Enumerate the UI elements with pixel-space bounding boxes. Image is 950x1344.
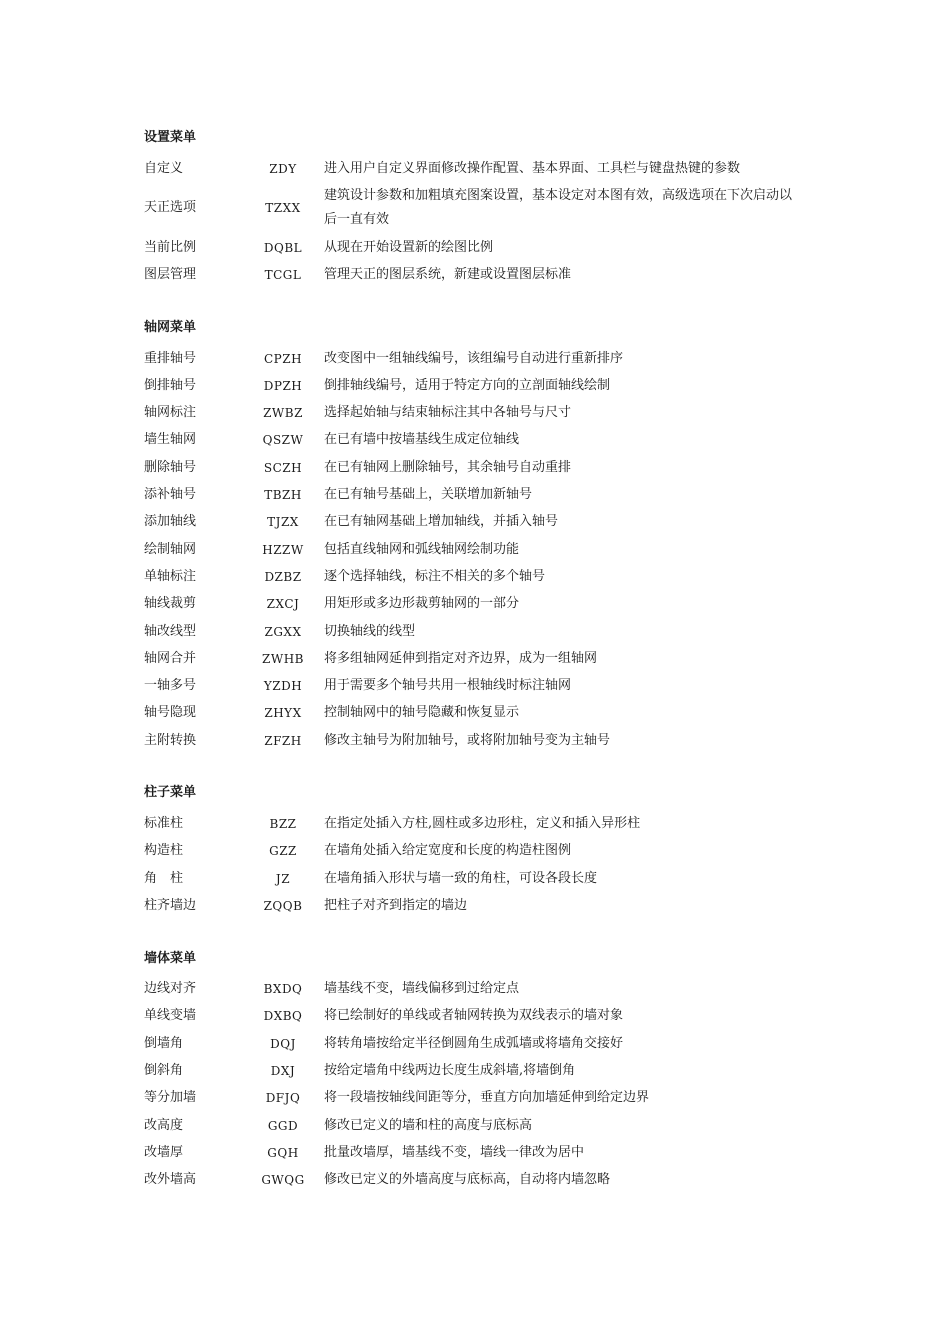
command-shortcut: DXBQ: [263, 1009, 303, 1024]
command-row: [144, 1057, 824, 1084]
command-description: 墙基线不变，墙线偏移到过给定点: [324, 981, 520, 997]
command-row: [144, 427, 824, 454]
command-shortcut: BZZ: [269, 816, 297, 831]
command-description: 建筑设计参数和加粗填充图案设置，基本设定对本图有效，高级选项在下次启动以后一直有效: [324, 188, 793, 228]
command-name: 轴号隐现: [144, 705, 197, 721]
command-name: 图层管理: [144, 267, 197, 283]
command-description: 将转角墙按给定半径倒圆角生成弧墙或将墙角交接好: [324, 1035, 624, 1051]
command-row: [144, 345, 824, 372]
command-name: 构造柱: [144, 843, 184, 859]
command-name: 倒斜角: [144, 1063, 184, 1079]
wall-menu-section: [144, 948, 824, 1194]
command-reference-document: [144, 127, 824, 1222]
command-shortcut: ZQQB: [263, 898, 303, 913]
command-description: 在墙角插入形状与墙一致的角柱，可设各段长度: [324, 870, 598, 886]
settings-menu-section: [144, 127, 824, 289]
command-description: 倒排轴线编号，适用于特定方向的立剖面轴线绘制: [324, 377, 611, 393]
command-shortcut: GZZ: [269, 844, 297, 859]
command-name: 单线变墙: [144, 1008, 197, 1024]
section-title: 柱子菜单: [144, 785, 197, 801]
command-description: 修改已定义的外墙高度与底标高，自动将内墙忽略: [324, 1172, 611, 1188]
command-shortcut: TZXX: [265, 201, 301, 216]
command-description: 切换轴线的线型: [324, 623, 416, 639]
command-shortcut: GWQG: [261, 1173, 305, 1188]
command-description: 将一段墙按轴线间距等分，垂直方向加墙延伸到给定边界: [324, 1090, 650, 1106]
command-name: 角 柱: [144, 870, 184, 886]
command-description: 控制轴网中的轴号隐藏和恢复显示: [324, 705, 520, 721]
command-shortcut: DQBL: [263, 240, 303, 255]
command-shortcut: JZ: [275, 871, 291, 886]
command-name: 删除轴号: [144, 459, 197, 475]
command-description: 在已有轴网上删除轴号，其余轴号自动重排: [324, 459, 572, 475]
command-name: 主附转换: [144, 732, 197, 748]
command-description: 将已绘制好的单线或者轴网转换为双线表示的墙对象: [324, 1008, 624, 1024]
command-row: [144, 1139, 824, 1166]
command-row: [144, 976, 824, 1003]
command-description: 包括直线轴网和弧线轴网绘制功能: [324, 541, 520, 557]
section-title: 墙体菜单: [144, 950, 197, 966]
command-name: 倒墙角: [144, 1035, 184, 1051]
command-name: 轴网合并: [144, 650, 197, 666]
command-row: [144, 509, 824, 536]
command-shortcut: ZWBZ: [263, 406, 303, 421]
command-shortcut: HZZW: [262, 542, 304, 557]
command-shortcut: GGD: [267, 1118, 299, 1133]
command-shortcut: ZWHB: [262, 651, 304, 666]
command-description: 在已有轴号基础上，关联增加新轴号: [324, 487, 533, 503]
command-row: [144, 372, 824, 399]
command-row: [144, 155, 824, 182]
command-row: [144, 838, 824, 865]
column-menu-section: [144, 782, 824, 919]
command-description: 选择起始轴与结束轴标注其中各轴号与尺寸: [324, 405, 572, 421]
command-description: 把柱子对齐到指定的墙边: [324, 897, 468, 913]
command-name: 绘制轴网: [144, 541, 197, 557]
command-row: [144, 727, 824, 754]
command-row: [144, 1030, 824, 1057]
command-row: [144, 618, 824, 645]
command-name: 当前比例: [144, 239, 197, 255]
command-row: [144, 563, 824, 590]
command-row: [144, 1003, 824, 1030]
command-name: 边线对齐: [144, 981, 197, 997]
command-row: [144, 481, 824, 508]
command-row: [144, 892, 824, 919]
command-name: 墙生轴网: [144, 432, 197, 448]
command-description: 修改主轴号为附加轴号，或将附加轴号变为主轴号: [324, 732, 611, 748]
command-description: 管理天正的图层系统，新建或设置图层标准: [324, 267, 572, 283]
command-row: [144, 536, 824, 563]
command-name: 柱齐墙边: [144, 897, 197, 913]
command-description: 将多组轴网延伸到指定对齐边界，成为一组轴网: [324, 650, 598, 666]
command-row: [144, 672, 824, 699]
command-shortcut: YZDH: [263, 679, 303, 694]
command-name: 轴改线型: [144, 623, 197, 639]
command-row: [144, 182, 824, 234]
command-name: 重排轴号: [144, 350, 197, 366]
command-description: 在已有墙中按墙基线生成定位轴线: [324, 432, 520, 448]
command-description: 按给定墙角中线两边长度生成斜墙,将墙倒角: [324, 1063, 576, 1079]
command-name: 一轴多号: [144, 678, 197, 694]
command-shortcut: DQJ: [270, 1036, 296, 1051]
command-shortcut: ZFZH: [264, 733, 302, 748]
command-row: [144, 1112, 824, 1139]
command-row: [144, 1167, 824, 1194]
section-title: 设置菜单: [144, 130, 197, 145]
command-shortcut: DXJ: [270, 1064, 296, 1079]
command-description: 进入用户自定义界面修改操作配置、基本界面、工具栏与键盘热键的参数: [324, 160, 741, 176]
command-row: [144, 1085, 824, 1112]
command-shortcut: DFJQ: [265, 1091, 301, 1106]
command-description: 批量改墙厚，墙基线不变，墙线一律改为居中: [324, 1144, 585, 1160]
command-shortcut: QSZW: [262, 433, 304, 448]
command-shortcut: BXDQ: [263, 982, 303, 997]
command-row: [144, 454, 824, 481]
command-name: 轴网标注: [144, 405, 197, 421]
command-name: 改外墙高: [144, 1172, 197, 1188]
command-shortcut: CPZH: [263, 351, 303, 366]
command-shortcut: DZBZ: [264, 569, 302, 584]
command-row: [144, 810, 824, 837]
command-name: 改墙厚: [144, 1144, 184, 1160]
command-shortcut: SCZH: [263, 460, 303, 475]
section-title: 轴网菜单: [144, 319, 197, 335]
command-shortcut: TJZX: [267, 515, 299, 530]
command-shortcut: DPZH: [263, 378, 303, 393]
command-name: 自定义: [144, 160, 184, 176]
command-row: [144, 234, 824, 261]
axis-grid-menu-section: [144, 317, 824, 754]
command-row: [144, 700, 824, 727]
command-row: [144, 399, 824, 426]
command-description: 在已有轴网基础上增加轴线，并插入轴号: [324, 514, 559, 530]
command-name: 添加轴线: [144, 514, 197, 530]
command-name: 改高度: [144, 1117, 184, 1133]
command-description: 逐个选择轴线，标注不相关的多个轴号: [324, 568, 546, 584]
command-shortcut: TBZH: [264, 488, 302, 503]
command-name: 标准柱: [144, 815, 184, 831]
command-description: 改变图中一组轴线编号，该组编号自动进行重新排序: [324, 350, 624, 366]
command-name: 单轴标注: [144, 568, 197, 584]
command-shortcut: GQH: [267, 1145, 299, 1160]
command-name: 轴线裁剪: [144, 596, 197, 612]
command-shortcut: ZGXX: [264, 624, 302, 639]
command-name: 天正选项: [144, 200, 197, 216]
command-description: 用于需要多个轴号共用一根轴线时标注轴网: [324, 678, 572, 694]
command-description: 修改已定义的墙和柱的高度与底标高: [324, 1117, 533, 1133]
command-shortcut: ZHYX: [264, 706, 302, 721]
command-shortcut: ZDY: [269, 161, 297, 176]
command-description: 从现在开始设置新的绘图比例: [324, 239, 494, 255]
command-description: 在墙角处插入给定宽度和长度的构造柱图例: [324, 843, 572, 859]
command-name: 等分加墙: [144, 1090, 197, 1106]
command-row: [144, 591, 824, 618]
command-row: [144, 645, 824, 672]
command-description: 在指定处插入方柱,圆柱或多边形柱，定义和插入异形柱: [324, 815, 641, 831]
command-shortcut: TCGL: [264, 268, 302, 283]
command-name: 倒排轴号: [144, 377, 197, 393]
command-shortcut: ZXCJ: [266, 597, 300, 612]
command-description: 用矩形或多边形裁剪轴网的一部分: [324, 596, 520, 612]
command-row: [144, 262, 824, 289]
command-row: [144, 865, 824, 892]
command-name: 添补轴号: [144, 487, 197, 503]
